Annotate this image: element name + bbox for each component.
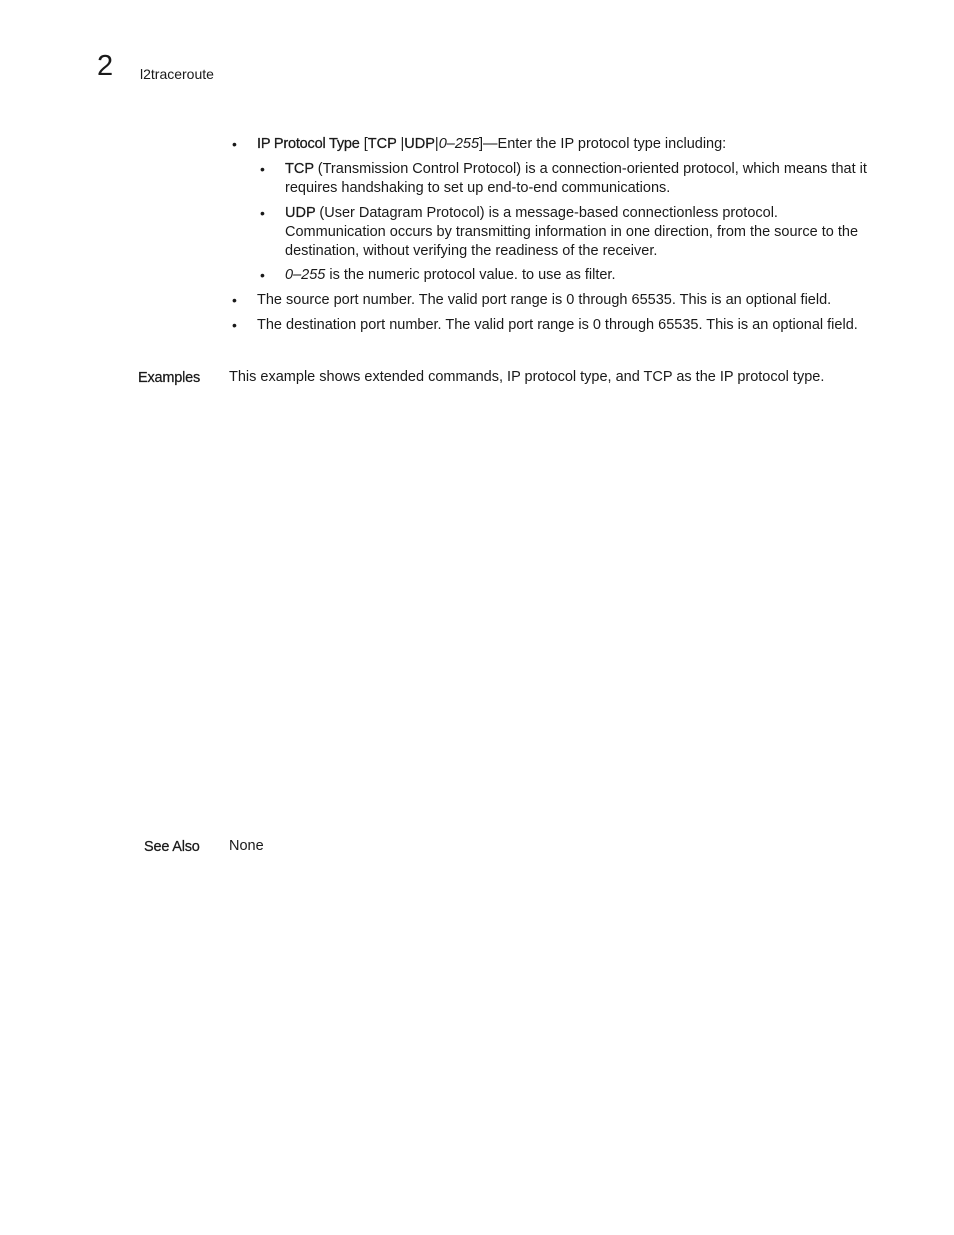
list-item-protocol-type <box>232 135 867 154</box>
tcp-keyword: TCP <box>367 136 397 152</box>
bullet-icon: • <box>232 292 237 308</box>
chapter-number: 2 <box>97 50 114 82</box>
list-item-source-port <box>232 291 867 310</box>
list-item-range <box>260 266 870 285</box>
running-title: l2traceroute <box>140 66 214 82</box>
examples-label: Examples <box>138 370 201 386</box>
destination-port-description: The destination port number. The valid port range is 0 through 65535. This is an optional field. <box>257 317 858 333</box>
protocol-type-description: ]—Enter the IP protocol type including: <box>479 136 727 152</box>
see-also-text: None <box>229 838 264 854</box>
range-term: 0–255 <box>285 267 326 283</box>
udp-keyword: UDP <box>404 136 435 152</box>
list-item-tcp <box>260 160 870 198</box>
list-item-destination-port <box>232 316 867 335</box>
bullet-icon: • <box>260 267 265 283</box>
udp-description: (User Datagram Protocol) is a message-based connectionless protocol. Communication occurs by transmitting information in one direction, from the source to the destination, without verifying the readiness of the receiver. <box>285 205 859 259</box>
range-variable: 0–255 <box>438 136 480 152</box>
bullet-icon: • <box>260 161 265 177</box>
tcp-description: (Transmission Control Protocol) is a connection-oriented protocol, which means that it requires handshaking to set up end-to-end communications. <box>285 161 867 196</box>
range-description: is the numeric protocol value. to use as filter. <box>325 267 616 283</box>
separator: | <box>434 136 439 152</box>
open-bracket: [ <box>363 136 368 152</box>
separator: | <box>396 136 405 152</box>
list-item-udp <box>260 204 870 261</box>
udp-term: UDP <box>285 205 316 221</box>
bullet-icon: • <box>232 136 237 152</box>
examples-text: This example shows extended commands, IP protocol type, and TCP as the IP protocol type. <box>229 369 825 385</box>
protocol-type-term: IP Protocol Type <box>257 136 360 152</box>
bullet-icon: • <box>232 317 237 333</box>
bullet-icon: • <box>260 205 265 221</box>
see-also-label: See Also <box>144 839 200 855</box>
source-port-description: The source port number. The valid port range is 0 through 65535. This is an optional field. <box>257 292 832 308</box>
tcp-term: TCP <box>285 161 314 177</box>
